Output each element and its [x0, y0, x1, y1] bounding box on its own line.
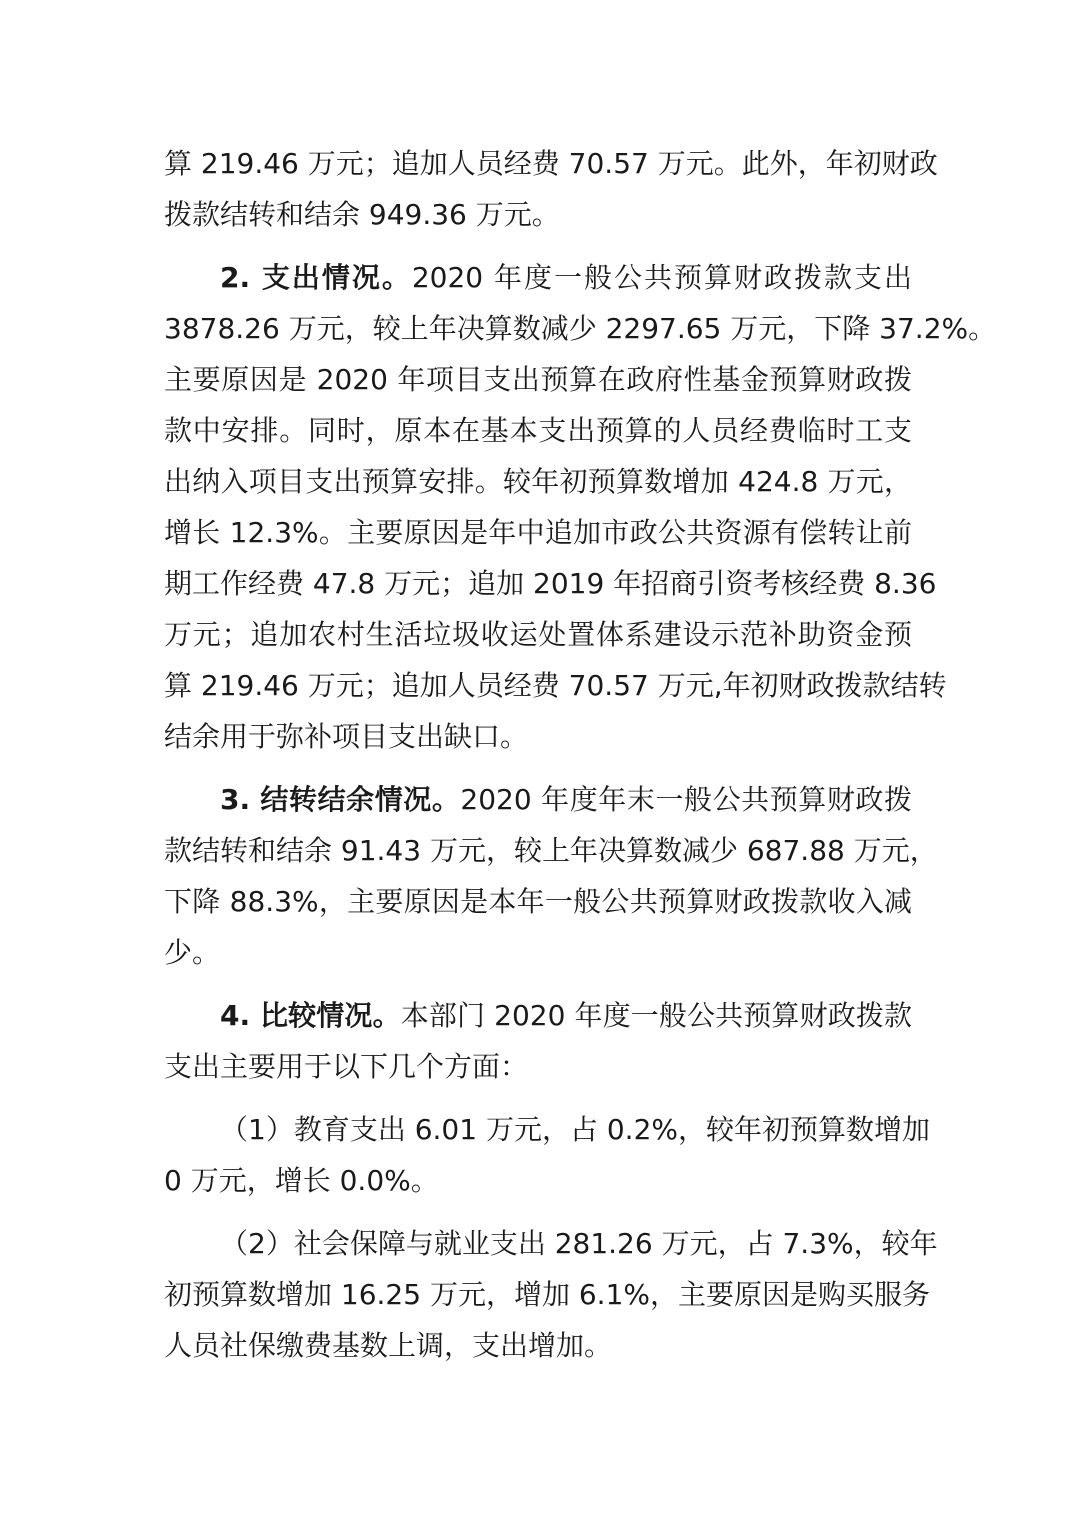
section-first-line-text: 2020 年度一般公共预算财政拨款支出 — [411, 261, 912, 294]
text-line: 人员社保缴费基数上调，支出增加。 — [164, 1329, 613, 1362]
section-comparison — [164, 990, 912, 1092]
section-first-line — [164, 252, 912, 303]
section-first-line-text: 2020 年度年末一般公共预算财政拨 — [460, 783, 912, 816]
text-line: 增长 12.3%。主要原因是年中追加市政公共资源有偿转让前 — [164, 516, 912, 549]
text-line: 少。 — [164, 936, 221, 969]
section-first-line — [164, 990, 912, 1041]
section-heading: 3. 结转结余情况。 — [220, 783, 461, 816]
text-line: 期工作经费 47.8 万元；追加 2019 年招商引资考核经费 8.36 — [164, 567, 937, 600]
text-line: 款中安排。同时，原本在基本支出预算的人员经费临时工支 — [164, 414, 912, 447]
text-line: 拨款结转和结余 949.36 万元。 — [164, 198, 560, 231]
list-item — [164, 1104, 930, 1206]
list-item-first-line: （1）教育支出 6.01 万元，占 0.2%，较年初预算数增加 — [220, 1113, 930, 1146]
section-expenditure — [164, 252, 997, 762]
section-first-line — [164, 774, 912, 825]
text-line: 0 万元，增长 0.0%。 — [164, 1164, 439, 1197]
section-heading: 2. 支出情况。 — [220, 261, 412, 294]
text-line: 结余用于弥补项目支出缺口。 — [164, 720, 529, 753]
list-item — [164, 1218, 938, 1371]
text-line: 出纳入项目支出预算安排。较年初预算数增加 424.8 万元， — [164, 465, 912, 498]
text-line: 主要原因是 2020 年项目支出预算在政府性基金预算财政拨 — [164, 363, 912, 396]
text-line: 款结转和结余 91.43 万元，较上年决算数减少 687.88 万元， — [164, 834, 938, 867]
text-line: 支出主要用于以下几个方面： — [164, 1050, 529, 1083]
intro-paragraph — [164, 138, 938, 240]
section-heading: 4. 比较情况。 — [220, 999, 401, 1032]
list-item-first-line: （2）社会保障与就业支出 281.26 万元，占 7.3%，较年 — [220, 1227, 938, 1260]
section-first-line-text: 本部门 2020 年度一般公共预算财政拨款 — [400, 999, 912, 1032]
text-line: 3878.26 万元，较上年决算数减少 2297.65 万元，下降 37.2%。 — [164, 312, 997, 345]
text-line: 万元；追加农村生活垃圾收运处置体系建设示范补助资金预 — [164, 618, 912, 651]
section-carryover — [164, 774, 938, 978]
text-line: 初预算数增加 16.25 万元，增加 6.1%，主要原因是购买服务 — [164, 1278, 930, 1311]
document-page — [164, 138, 997, 1371]
text-line: 下降 88.3%，主要原因是本年一般公共预算财政拨款收入减 — [164, 885, 912, 918]
text-line: 算 219.46 万元；追加人员经费 70.57 万元,年初财政拨款结转 — [164, 669, 947, 702]
text-line: 算 219.46 万元；追加人员经费 70.57 万元。此外，年初财政 — [164, 147, 938, 180]
